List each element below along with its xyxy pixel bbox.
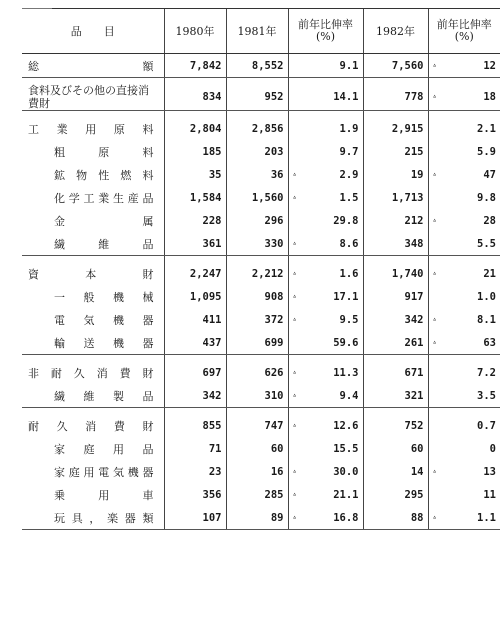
growth-1981 [288, 384, 363, 408]
header-1980: 1980年 [164, 9, 226, 54]
trade-table-page [22, 8, 500, 608]
growth-1981-value: 2.9 [339, 168, 359, 181]
growth-1982-wrap [433, 443, 497, 455]
table-row [22, 84, 500, 111]
value-1980: 35 [164, 163, 226, 186]
growth-1981-value: 21.1 [333, 488, 359, 501]
growth-1981-wrap [293, 367, 359, 379]
value-1980: 7,842 [164, 54, 226, 78]
growth-1982-value: 2.1 [477, 122, 496, 135]
value-1981: 1,560 [226, 186, 288, 209]
growth-1981-wrap [293, 91, 359, 103]
value-1980: 361 [164, 232, 226, 256]
growth-1981-value: 30.0 [333, 465, 359, 478]
table-row [22, 361, 500, 384]
value-1980: 855 [164, 414, 226, 437]
value-1982: 261 [363, 331, 428, 355]
value-1981: 16 [226, 460, 288, 483]
growth-1982-wrap [433, 123, 497, 135]
growth-1981 [288, 84, 363, 111]
negative-marker-icon: ▵ [292, 367, 297, 376]
row-item-name: 乗用車 [54, 488, 154, 502]
growth-1981-wrap [293, 443, 359, 455]
growth-1981 [288, 140, 363, 163]
value-1982: 778 [363, 84, 428, 111]
row-item-name: 輸送機器 [22, 331, 164, 355]
value-1980: 1,095 [164, 285, 226, 308]
value-1980: 834 [164, 84, 226, 111]
value-1981: 36 [226, 163, 288, 186]
table-row [22, 460, 500, 483]
growth-1982 [428, 414, 500, 437]
growth-1982-value: 0 [489, 442, 496, 455]
growth-1982-value: 5.9 [477, 145, 496, 158]
growth-1982 [428, 308, 500, 331]
value-1980: 228 [164, 209, 226, 232]
growth-1981 [288, 117, 363, 140]
growth-1981-value: 8.6 [339, 237, 359, 250]
growth-1981-value: 1.6 [339, 267, 359, 280]
row-item-name: 化学工業生産品 [54, 191, 154, 205]
negative-marker-icon: ▵ [292, 420, 297, 429]
negative-marker-icon: ▵ [292, 314, 297, 323]
growth-1982-value: 7.2 [477, 366, 496, 379]
growth-1982 [428, 54, 500, 78]
growth-1982-value: 18 [483, 91, 496, 103]
negative-marker-icon: ▵ [292, 466, 297, 475]
growth-1982 [428, 186, 500, 209]
growth-1982-wrap [433, 238, 497, 250]
row-item-name: 電気機器 [54, 313, 154, 327]
growth-1981 [288, 163, 363, 186]
growth-1982-value: 3.5 [477, 389, 496, 402]
growth-1982-value: 12 [483, 59, 496, 72]
row-item-name: 金属 [54, 214, 154, 228]
growth-1981 [288, 361, 363, 384]
growth-1982 [428, 163, 500, 186]
growth-1981-wrap [293, 337, 359, 349]
growth-1981-wrap [293, 60, 359, 72]
header-item: 品 目 [22, 9, 164, 54]
growth-1982-wrap [433, 146, 497, 158]
growth-1981-wrap [293, 268, 359, 280]
value-1980: 342 [164, 384, 226, 408]
value-1982: 1,713 [363, 186, 428, 209]
growth-1982-value: 8.1 [477, 313, 496, 326]
table-row [22, 285, 500, 308]
growth-1982-wrap [433, 489, 497, 501]
growth-1982-wrap [433, 367, 497, 379]
growth-1981-wrap [293, 466, 359, 478]
negative-marker-icon: ▵ [432, 466, 437, 475]
value-1980: 1,584 [164, 186, 226, 209]
growth-1981 [288, 285, 363, 308]
growth-1982 [428, 232, 500, 256]
table-row [22, 506, 500, 530]
growth-1981 [288, 414, 363, 437]
growth-1981-wrap [293, 390, 359, 402]
row-item-name: 食料及びその他の直接消費財 [22, 84, 164, 111]
value-1980: 23 [164, 460, 226, 483]
growth-1982-wrap [433, 466, 497, 478]
value-1980: 411 [164, 308, 226, 331]
value-1982: 7,560 [363, 54, 428, 78]
growth-1981-value: 16.8 [333, 511, 359, 524]
growth-1982-wrap [433, 169, 497, 181]
growth-1981-value: 17.1 [333, 290, 359, 303]
header-growth-1982-unit: (%) [454, 30, 474, 43]
growth-1982-value: 21 [483, 267, 496, 280]
growth-1982-value: 47 [483, 168, 496, 181]
value-1980: 71 [164, 437, 226, 460]
table-row [22, 437, 500, 460]
growth-1982 [428, 209, 500, 232]
table-row [22, 483, 500, 506]
growth-1981-wrap [293, 314, 359, 326]
growth-1981 [288, 209, 363, 232]
value-1981: 89 [226, 506, 288, 530]
negative-marker-icon: ▵ [292, 489, 297, 498]
growth-1981 [288, 232, 363, 256]
growth-1982-value: 13 [483, 465, 496, 478]
table-row [22, 140, 500, 163]
table-row [22, 262, 500, 285]
table-row [22, 331, 500, 355]
growth-1981-value: 9.1 [339, 59, 359, 72]
growth-1982-value: 11 [483, 488, 496, 501]
growth-1982 [428, 285, 500, 308]
value-1982: 14 [363, 460, 428, 483]
growth-1982-wrap [433, 91, 497, 103]
import-breakdown-table [22, 8, 500, 530]
value-1982: 348 [363, 232, 428, 256]
value-1981: 296 [226, 209, 288, 232]
table-row [22, 232, 500, 256]
growth-1981 [288, 262, 363, 285]
growth-1982-wrap [433, 337, 497, 349]
growth-1981-wrap [293, 238, 359, 250]
growth-1982-wrap [433, 420, 497, 432]
header-growth-1982-label: 前年比伸率 [436, 18, 492, 31]
value-1982: 19 [363, 163, 428, 186]
growth-1982-wrap [433, 512, 497, 524]
row-item-name: 工業用原料 [28, 122, 154, 136]
growth-1982-wrap [433, 268, 497, 280]
table-row [22, 209, 500, 232]
negative-marker-icon: ▵ [292, 192, 297, 201]
growth-1981-value: 14.1 [333, 91, 359, 103]
growth-1982 [428, 460, 500, 483]
growth-1982 [428, 262, 500, 285]
value-1981: 330 [226, 232, 288, 256]
growth-1981-wrap [293, 512, 359, 524]
value-1981: 908 [226, 285, 288, 308]
growth-1981-wrap [293, 146, 359, 158]
row-item-name: 非耐久消費財 [28, 366, 154, 380]
growth-1982 [428, 483, 500, 506]
value-1980: 107 [164, 506, 226, 530]
value-1981: 60 [226, 437, 288, 460]
value-1980: 185 [164, 140, 226, 163]
row-item-name: 鉱物性燃料 [54, 168, 154, 182]
value-1981: 747 [226, 414, 288, 437]
growth-1982 [428, 331, 500, 355]
growth-1982-value: 63 [483, 336, 496, 349]
growth-1981-value: 29.8 [333, 214, 359, 227]
growth-1981-wrap [293, 192, 359, 204]
value-1981: 8,552 [226, 54, 288, 78]
negative-marker-icon: ▵ [292, 512, 297, 521]
growth-1982-value: 5.5 [477, 237, 496, 250]
growth-1982-wrap [433, 314, 497, 326]
value-1982: 215 [363, 140, 428, 163]
growth-1981-value: 11.3 [333, 366, 359, 379]
negative-marker-icon: ▵ [432, 215, 437, 224]
value-1982: 1,740 [363, 262, 428, 285]
row-item-name: 家庭用品 [54, 442, 154, 456]
growth-1981 [288, 186, 363, 209]
value-1980: 697 [164, 361, 226, 384]
growth-1982-wrap [433, 215, 497, 227]
negative-marker-icon: ▵ [292, 390, 297, 399]
table-body [22, 54, 500, 530]
row-item-name: 繊維品 [22, 232, 164, 256]
growth-1981 [288, 483, 363, 506]
value-1981: 626 [226, 361, 288, 384]
growth-1982-value: 1.0 [477, 290, 496, 303]
negative-marker-icon: ▵ [292, 268, 297, 277]
growth-1981-wrap [293, 215, 359, 227]
negative-marker-icon: ▵ [432, 268, 437, 277]
growth-1981-value: 9.4 [339, 389, 359, 402]
growth-1982-wrap [433, 390, 497, 402]
growth-1982 [428, 437, 500, 460]
value-1982: 295 [363, 483, 428, 506]
negative-marker-icon: ▵ [432, 92, 437, 100]
value-1982: 2,915 [363, 117, 428, 140]
row-item-name: 玩具，楽器類 [22, 506, 164, 530]
row-item-name: 家庭用電気機器 [54, 465, 154, 479]
row-item-name: 総 額 [22, 54, 164, 78]
value-1982: 752 [363, 414, 428, 437]
value-1982: 88 [363, 506, 428, 530]
growth-1982-wrap [433, 60, 497, 72]
growth-1982 [428, 84, 500, 111]
header-growth-1981-unit: (%) [315, 30, 336, 43]
row-item-name: 繊維製品 [22, 384, 164, 408]
growth-1981 [288, 54, 363, 78]
growth-1981-value: 9.7 [339, 145, 359, 158]
growth-1982-value: 1.1 [477, 511, 496, 524]
row-item-name: 一般機械 [54, 290, 154, 304]
table-row [22, 54, 500, 78]
growth-1981-wrap [293, 169, 359, 181]
value-1982: 342 [363, 308, 428, 331]
header-1982: 1982年 [363, 9, 428, 54]
growth-1981 [288, 331, 363, 355]
header-growth-1981-label: 前年比伸率 [298, 18, 353, 31]
table-row [22, 384, 500, 408]
value-1981: 2,212 [226, 262, 288, 285]
value-1980: 2,247 [164, 262, 226, 285]
negative-marker-icon: ▵ [432, 169, 437, 178]
value-1982: 917 [363, 285, 428, 308]
growth-1982 [428, 140, 500, 163]
growth-1981 [288, 308, 363, 331]
value-1981: 310 [226, 384, 288, 408]
growth-1981-wrap [293, 123, 359, 135]
growth-1981-wrap [293, 489, 359, 501]
value-1981: 699 [226, 331, 288, 355]
growth-1981 [288, 437, 363, 460]
negative-marker-icon: ▵ [432, 314, 437, 323]
value-1982: 671 [363, 361, 428, 384]
value-1981: 372 [226, 308, 288, 331]
value-1980: 356 [164, 483, 226, 506]
negative-marker-icon: ▵ [432, 60, 437, 69]
growth-1982 [428, 117, 500, 140]
table-row [22, 117, 500, 140]
top-rule [22, 8, 52, 12]
value-1981: 2,856 [226, 117, 288, 140]
growth-1982-wrap [433, 291, 497, 303]
table-header-row [22, 9, 500, 54]
header-1981: 1981年 [226, 9, 288, 54]
value-1981: 203 [226, 140, 288, 163]
growth-1981-value: 12.6 [333, 419, 359, 432]
table-row [22, 163, 500, 186]
negative-marker-icon: ▵ [432, 512, 437, 521]
growth-1981 [288, 506, 363, 530]
value-1982: 212 [363, 209, 428, 232]
table-row [22, 186, 500, 209]
growth-1982-value: 9.8 [477, 191, 496, 204]
row-item-name: 粗原料 [54, 145, 154, 159]
growth-1981-value: 59.6 [333, 336, 359, 349]
value-1982: 60 [363, 437, 428, 460]
value-1981: 952 [226, 84, 288, 111]
growth-1982 [428, 506, 500, 530]
growth-1982-value: 28 [483, 214, 496, 227]
growth-1982-value: 0.7 [477, 419, 496, 432]
table-row [22, 308, 500, 331]
header-growth-1982 [428, 9, 500, 54]
negative-marker-icon: ▵ [292, 238, 297, 247]
value-1980: 2,804 [164, 117, 226, 140]
growth-1981-wrap [293, 420, 359, 432]
value-1982: 321 [363, 384, 428, 408]
row-item-name: 資本財 [28, 267, 154, 281]
growth-1981-value: 9.5 [339, 313, 359, 326]
growth-1982 [428, 361, 500, 384]
growth-1982 [428, 384, 500, 408]
growth-1981 [288, 460, 363, 483]
negative-marker-icon: ▵ [292, 291, 297, 300]
row-item-name: 耐久消費財 [28, 419, 154, 433]
value-1980: 437 [164, 331, 226, 355]
negative-marker-icon: ▵ [432, 337, 437, 346]
header-growth-1981 [288, 9, 363, 54]
value-1981: 285 [226, 483, 288, 506]
growth-1981-value: 1.9 [339, 122, 359, 135]
negative-marker-icon: ▵ [292, 169, 297, 178]
growth-1981-wrap [293, 291, 359, 303]
growth-1982-wrap [433, 192, 497, 204]
table-row [22, 414, 500, 437]
growth-1981-value: 15.5 [333, 442, 359, 455]
growth-1981-value: 1.5 [339, 191, 359, 204]
